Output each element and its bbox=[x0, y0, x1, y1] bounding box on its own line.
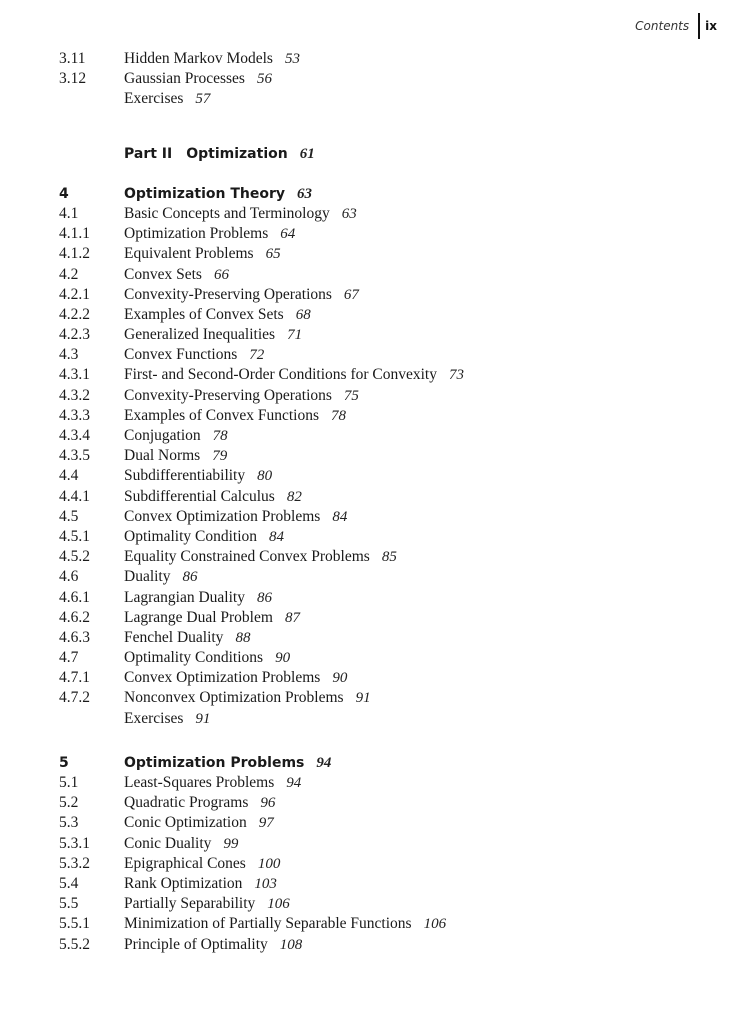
section-page: 87 bbox=[284, 609, 300, 626]
spacer bbox=[59, 729, 719, 753]
section-page: 99 bbox=[223, 835, 239, 852]
section-title-group bbox=[124, 709, 210, 729]
toc-entry[interactable] bbox=[59, 834, 719, 854]
section-number: 4.7.1 bbox=[59, 669, 90, 687]
section-title-group bbox=[124, 285, 359, 305]
toc-entry[interactable] bbox=[59, 894, 719, 914]
toc-entry[interactable] bbox=[59, 426, 719, 446]
section-title: Hidden Markov Models bbox=[124, 50, 273, 67]
section-page: 64 bbox=[280, 226, 296, 243]
section-title: Basic Concepts and Terminology bbox=[124, 204, 330, 222]
section-number: 4.4.1 bbox=[59, 487, 90, 505]
section-title: Partially Separability bbox=[124, 895, 256, 913]
section-page: 94 bbox=[286, 775, 302, 791]
toc-entry[interactable] bbox=[59, 688, 719, 708]
section-title-group bbox=[124, 69, 272, 89]
chapter-number: 4 bbox=[59, 185, 69, 202]
section-number: 4.1.2 bbox=[59, 245, 90, 263]
section-number: 5.3.2 bbox=[59, 854, 90, 872]
toc-entry[interactable] bbox=[59, 204, 719, 224]
section-number: 4.3.4 bbox=[59, 427, 90, 444]
section-title-group bbox=[124, 487, 302, 507]
toc-block-chapter-4 bbox=[59, 204, 719, 729]
section-number: 4.3.5 bbox=[59, 447, 90, 465]
toc-entry[interactable] bbox=[59, 446, 719, 466]
chapter-title: Optimization Problems bbox=[124, 754, 305, 771]
toc-entry[interactable] bbox=[59, 224, 719, 244]
section-title: Subdifferentiability bbox=[124, 467, 246, 485]
section-number: 4.5 bbox=[59, 507, 79, 525]
section-title: Epigraphical Cones bbox=[124, 854, 246, 872]
section-title-group bbox=[124, 466, 272, 486]
section-title-group bbox=[124, 224, 295, 244]
section-title-group bbox=[124, 365, 464, 385]
toc-entry[interactable] bbox=[59, 265, 719, 285]
section-title: Minimization of Partially Separable Functions bbox=[124, 915, 412, 933]
part-title-group bbox=[124, 144, 315, 164]
section-title-group bbox=[124, 935, 302, 955]
section-page: 71 bbox=[287, 327, 303, 344]
section-title: Examples of Convex Sets bbox=[124, 305, 284, 323]
section-number: 5.3 bbox=[59, 814, 79, 832]
toc-entry[interactable] bbox=[59, 345, 719, 365]
section-page: 90 bbox=[332, 670, 348, 687]
section-page: 68 bbox=[295, 306, 311, 323]
section-page: 90 bbox=[275, 650, 291, 667]
section-title-group bbox=[124, 648, 290, 668]
section-title-group bbox=[124, 426, 228, 446]
section-title: Lagrangian Duality bbox=[124, 588, 245, 606]
section-title-group bbox=[124, 244, 281, 264]
part-title: Optimization bbox=[186, 145, 288, 162]
section-page: 86 bbox=[256, 589, 272, 606]
section-page: 78 bbox=[331, 407, 347, 424]
chapter-title-group bbox=[124, 753, 331, 773]
toc-entry[interactable] bbox=[59, 285, 719, 305]
section-page: 88 bbox=[235, 629, 251, 646]
section-number: 5.2 bbox=[59, 794, 79, 812]
toc-entry[interactable] bbox=[59, 914, 719, 934]
header-divider bbox=[698, 13, 700, 39]
toc-entry[interactable] bbox=[59, 935, 719, 955]
section-number: 4.7 bbox=[59, 649, 79, 667]
table-of-contents bbox=[59, 49, 719, 955]
section-title-group bbox=[124, 305, 311, 325]
chapter-title-group bbox=[124, 184, 312, 204]
toc-block-chapter-3-tail bbox=[59, 49, 719, 110]
toc-entry[interactable] bbox=[59, 89, 719, 109]
section-page: 103 bbox=[254, 875, 277, 892]
section-title: Convex Functions bbox=[124, 346, 238, 364]
toc-part-heading[interactable] bbox=[59, 144, 719, 164]
section-page: 79 bbox=[212, 448, 228, 465]
section-number: 5.1 bbox=[59, 774, 79, 791]
section-title: Gaussian Processes bbox=[124, 70, 245, 88]
toc-entry[interactable] bbox=[59, 773, 719, 793]
toc-entry[interactable] bbox=[59, 244, 719, 264]
toc-entry[interactable] bbox=[59, 406, 719, 426]
toc-entry[interactable] bbox=[59, 487, 719, 507]
section-page: 108 bbox=[279, 936, 303, 953]
section-page: 100 bbox=[257, 855, 281, 872]
section-number: 4.1 bbox=[59, 204, 79, 222]
section-title-group bbox=[124, 567, 198, 587]
section-number: 4.6.2 bbox=[59, 608, 90, 626]
section-page: 91 bbox=[355, 690, 371, 707]
section-title: Convexity-Preserving Operations bbox=[124, 386, 332, 404]
section-number: 4.4 bbox=[59, 467, 79, 485]
toc-entry[interactable] bbox=[59, 466, 719, 486]
section-number: 4.7.2 bbox=[59, 689, 90, 707]
toc-entry[interactable] bbox=[59, 507, 719, 527]
section-title-group bbox=[124, 854, 280, 874]
section-page: 106 bbox=[267, 896, 290, 913]
toc-entry[interactable] bbox=[59, 69, 719, 89]
section-number: 4.2 bbox=[59, 265, 79, 283]
toc-entry[interactable] bbox=[59, 854, 719, 874]
section-title-group bbox=[124, 608, 300, 628]
section-number: 3.12 bbox=[59, 70, 87, 88]
toc-entry[interactable] bbox=[59, 813, 719, 833]
section-title: Principle of Optimality bbox=[124, 935, 268, 953]
section-title: Optimality Conditions bbox=[124, 649, 264, 667]
section-title: Nonconvex Optimization Problems bbox=[124, 689, 344, 707]
page-number: ix bbox=[705, 19, 717, 33]
toc-entry[interactable] bbox=[59, 49, 719, 69]
section-number: 4.3 bbox=[59, 346, 79, 364]
toc-entry[interactable] bbox=[59, 547, 719, 567]
section-page: 85 bbox=[381, 549, 397, 566]
section-page: 63 bbox=[341, 205, 357, 222]
section-title: Least-Squares Problems bbox=[124, 774, 275, 791]
section-title-group bbox=[124, 49, 300, 69]
section-page: 73 bbox=[448, 367, 464, 384]
section-page: 56 bbox=[256, 71, 272, 88]
section-page: 91 bbox=[195, 710, 211, 727]
section-title-group bbox=[124, 325, 302, 345]
section-number: 4.6.1 bbox=[59, 588, 90, 606]
section-page: 65 bbox=[265, 246, 281, 263]
section-number: 4.6.3 bbox=[59, 628, 90, 646]
toc-entry[interactable] bbox=[59, 305, 719, 325]
toc-entry[interactable] bbox=[59, 648, 719, 668]
section-page: 106 bbox=[423, 916, 447, 933]
section-title: Lagrange Dual Problem bbox=[124, 608, 273, 626]
section-title-group bbox=[124, 688, 371, 708]
section-page: 57 bbox=[195, 91, 211, 108]
section-page: 84 bbox=[332, 508, 348, 525]
toc-entry[interactable] bbox=[59, 365, 719, 385]
section-title-group bbox=[124, 813, 274, 833]
section-title-group bbox=[124, 874, 277, 894]
section-title: Quadratic Programs bbox=[124, 794, 249, 812]
section-number: 4.3.3 bbox=[59, 406, 90, 424]
section-title: Dual Norms bbox=[124, 447, 201, 465]
section-number: 4.2.2 bbox=[59, 305, 90, 323]
section-title: Equality Constrained Convex Problems bbox=[124, 548, 370, 566]
section-title-group bbox=[124, 265, 229, 285]
chapter-title: Optimization Theory bbox=[124, 185, 286, 202]
section-title: Optimization Problems bbox=[124, 225, 269, 243]
toc-entry[interactable] bbox=[59, 668, 719, 688]
section-number: 5.5.1 bbox=[59, 915, 90, 933]
spacer bbox=[59, 110, 719, 144]
section-title-group bbox=[124, 446, 227, 466]
section-page: 66 bbox=[213, 266, 229, 283]
section-title: Equivalent Problems bbox=[124, 245, 254, 263]
part-page: 61 bbox=[299, 145, 315, 162]
section-number: 4.5.2 bbox=[59, 548, 90, 566]
section-title-group bbox=[124, 668, 347, 688]
section-title-group bbox=[124, 89, 210, 109]
section-number: 4.3.2 bbox=[59, 386, 90, 404]
section-title: Duality bbox=[124, 568, 171, 586]
section-page: 53 bbox=[284, 51, 300, 67]
section-number: 4.1.1 bbox=[59, 225, 90, 243]
section-page: 84 bbox=[269, 528, 285, 545]
section-page: 75 bbox=[343, 387, 359, 404]
section-title: Convex Optimization Problems bbox=[124, 669, 321, 687]
toc-entry[interactable] bbox=[59, 567, 719, 587]
section-title-group bbox=[124, 914, 446, 934]
section-title-group bbox=[124, 386, 359, 406]
section-number: 5.5.2 bbox=[59, 935, 90, 953]
section-title-group bbox=[124, 773, 301, 793]
toc-entry[interactable] bbox=[59, 628, 719, 648]
section-title: Fenchel Duality bbox=[124, 628, 224, 646]
section-title-group bbox=[124, 628, 250, 648]
section-number: 4.2.3 bbox=[59, 326, 90, 344]
section-number: 4.5.1 bbox=[59, 527, 90, 545]
toc-entry[interactable] bbox=[59, 874, 719, 894]
section-title: Exercises bbox=[124, 90, 184, 108]
section-number: 4.3.1 bbox=[59, 366, 90, 384]
section-title: Exercises bbox=[124, 709, 184, 727]
chapter-page: 63 bbox=[297, 185, 313, 202]
section-title: Rank Optimization bbox=[124, 874, 243, 892]
section-title-group bbox=[124, 793, 275, 813]
section-page: 72 bbox=[249, 347, 265, 364]
section-title: Convex Sets bbox=[124, 265, 202, 283]
running-header-title: Contents bbox=[635, 19, 690, 33]
section-page: 67 bbox=[343, 286, 359, 303]
section-number: 4.6 bbox=[59, 568, 79, 586]
section-title-group bbox=[124, 507, 347, 527]
section-number: 5.3.1 bbox=[59, 834, 90, 852]
section-title: Examples of Convex Functions bbox=[124, 406, 320, 424]
section-number: 5.5 bbox=[59, 895, 79, 913]
toc-entry[interactable] bbox=[59, 709, 719, 729]
toc-chapter-heading-4[interactable] bbox=[59, 184, 719, 204]
section-title: Convexity-Preserving Operations bbox=[124, 285, 332, 303]
toc-entry[interactable] bbox=[59, 588, 719, 608]
toc-entry[interactable] bbox=[59, 325, 719, 345]
section-title: Conic Optimization bbox=[124, 814, 247, 832]
part-label: Part II bbox=[124, 145, 173, 162]
section-page: 96 bbox=[260, 795, 276, 812]
section-page: 78 bbox=[212, 428, 228, 444]
running-header bbox=[635, 13, 717, 39]
toc-chapter-heading-5[interactable] bbox=[59, 753, 719, 773]
section-number: 5.4 bbox=[59, 874, 79, 892]
section-title-group bbox=[124, 204, 357, 224]
toc-entry[interactable] bbox=[59, 386, 719, 406]
section-title-group bbox=[124, 345, 264, 365]
section-title: Conjugation bbox=[124, 427, 201, 444]
spacer bbox=[59, 164, 719, 184]
section-title-group bbox=[124, 588, 272, 608]
section-title: Optimality Condition bbox=[124, 527, 258, 545]
section-number: 4.2.1 bbox=[59, 285, 90, 303]
section-page: 80 bbox=[257, 468, 273, 485]
section-page: 86 bbox=[182, 569, 198, 586]
section-title-group bbox=[124, 527, 284, 547]
toc-block-chapter-5 bbox=[59, 773, 719, 955]
section-number: 3.11 bbox=[59, 50, 86, 67]
section-title-group bbox=[124, 547, 397, 567]
section-page: 97 bbox=[258, 815, 274, 832]
section-title: Generalized Inequalities bbox=[124, 326, 276, 344]
section-title: Conic Duality bbox=[124, 834, 212, 852]
section-title: Subdifferential Calculus bbox=[124, 487, 275, 505]
section-title-group bbox=[124, 406, 346, 426]
section-title-group bbox=[124, 894, 290, 914]
chapter-page: 94 bbox=[316, 754, 332, 771]
section-title: First- and Second-Order Conditions for Convexity bbox=[124, 366, 437, 384]
toc-entry[interactable] bbox=[59, 527, 719, 547]
section-title-group bbox=[124, 834, 238, 854]
toc-entry[interactable] bbox=[59, 608, 719, 628]
toc-entry[interactable] bbox=[59, 793, 719, 813]
chapter-number: 5 bbox=[59, 754, 69, 771]
section-page: 82 bbox=[286, 488, 302, 505]
section-title: Convex Optimization Problems bbox=[124, 507, 321, 525]
